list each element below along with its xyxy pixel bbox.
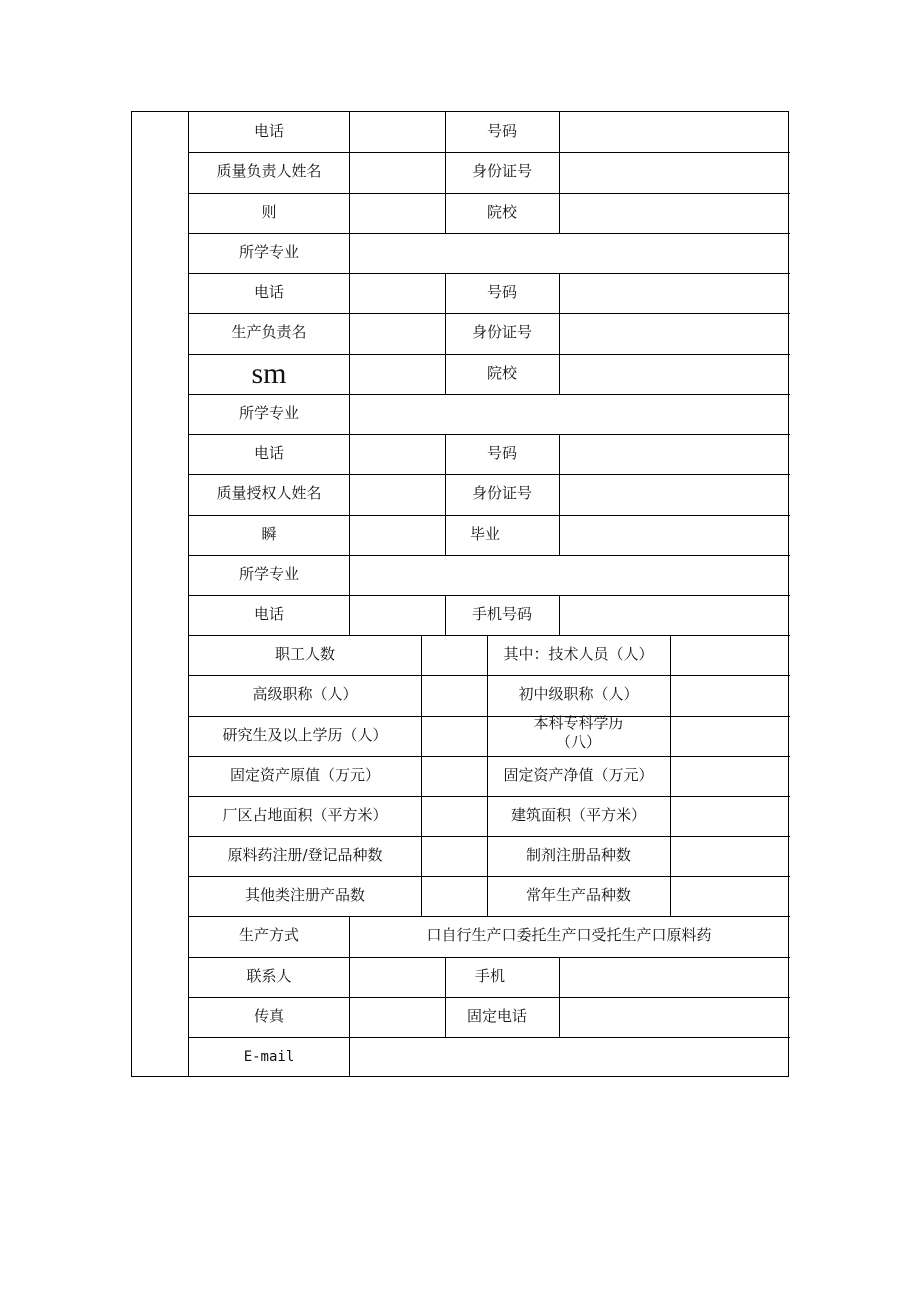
row-6-label2: 身份证号: [471, 323, 532, 342]
registration-form-table: [131, 111, 789, 1077]
stat-3-label: 研究生及以上学历（人）: [222, 726, 388, 745]
stat-3-label2: [487, 716, 670, 756]
email-label: E-mail: [243, 1048, 295, 1065]
row-1-value2[interactable]: [559, 112, 789, 152]
production-mode-options[interactable]: 口自行生产口委托生产口受托生产口原料药: [426, 926, 712, 945]
fax-label: 传真: [253, 1007, 284, 1026]
row-11-label2: 毕业: [469, 525, 500, 544]
stat-1-label: 职工人数: [274, 645, 335, 664]
row-8-label: 所学专业: [238, 404, 299, 423]
row-5-label: 电话: [253, 283, 284, 302]
row-13-label2: 手机号码: [471, 605, 532, 624]
row-6-label: 生产负责名: [231, 323, 307, 342]
row-1-label: 电话: [253, 122, 284, 141]
landline-label: 固定电话: [466, 1007, 527, 1026]
row-5-label2: 号码: [486, 283, 517, 302]
production-mode-label: 生产方式: [238, 926, 299, 945]
row-4-label: 所学专业: [238, 243, 299, 262]
stat-1-label2: 其中：技术人员（人）: [503, 645, 654, 664]
stat-5-label2: 建筑面积（平方米）: [510, 806, 646, 825]
stat-3-label2-line1: 本科专科学历: [533, 714, 624, 733]
row-7-label: sm: [251, 356, 287, 390]
row-1-value[interactable]: [349, 112, 445, 152]
row-3-label: 则: [261, 203, 277, 222]
row-13-label: 电话: [253, 605, 284, 624]
stat-6-label2: 制剂注册品种数: [525, 846, 631, 865]
row-9-label: 电话: [253, 444, 284, 463]
stat-2-label: 高级职称（人）: [252, 685, 358, 704]
row-12-label: 所学专业: [238, 565, 299, 584]
stat-4-label: 固定资产原值（万元）: [229, 766, 380, 785]
row-10-label: 质量授权人姓名: [216, 484, 322, 503]
row-11-label: 瞬: [261, 525, 277, 544]
stat-4-label2: 固定资产净值（万元）: [503, 766, 654, 785]
row-9-label2: 号码: [486, 444, 517, 463]
stat-5-label: 厂区占地面积（平方米）: [222, 806, 388, 825]
stat-2-label2: 初中级职称（人）: [518, 685, 639, 704]
mobile-label: 手机: [474, 967, 505, 986]
row-1-label2: 号码: [486, 122, 517, 141]
row-10-label2: 身份证号: [471, 484, 532, 503]
stat-6-label: 原料药注册/登记品种数: [227, 846, 383, 865]
row-2-label2: 身份证号: [471, 162, 532, 181]
stat-7-label: 其他类注册产品数: [244, 886, 365, 905]
row-2-label: 质量负责人姓名: [216, 162, 322, 181]
contact-person-label: 联系人: [246, 967, 292, 986]
stat-3-label2-line2: （八）: [555, 732, 601, 751]
row-3-label2: 院校: [486, 203, 517, 222]
stat-7-label2: 常年生产品种数: [525, 886, 631, 905]
row-7-label2: 院校: [486, 364, 517, 383]
left-merged-column: [132, 112, 189, 1076]
